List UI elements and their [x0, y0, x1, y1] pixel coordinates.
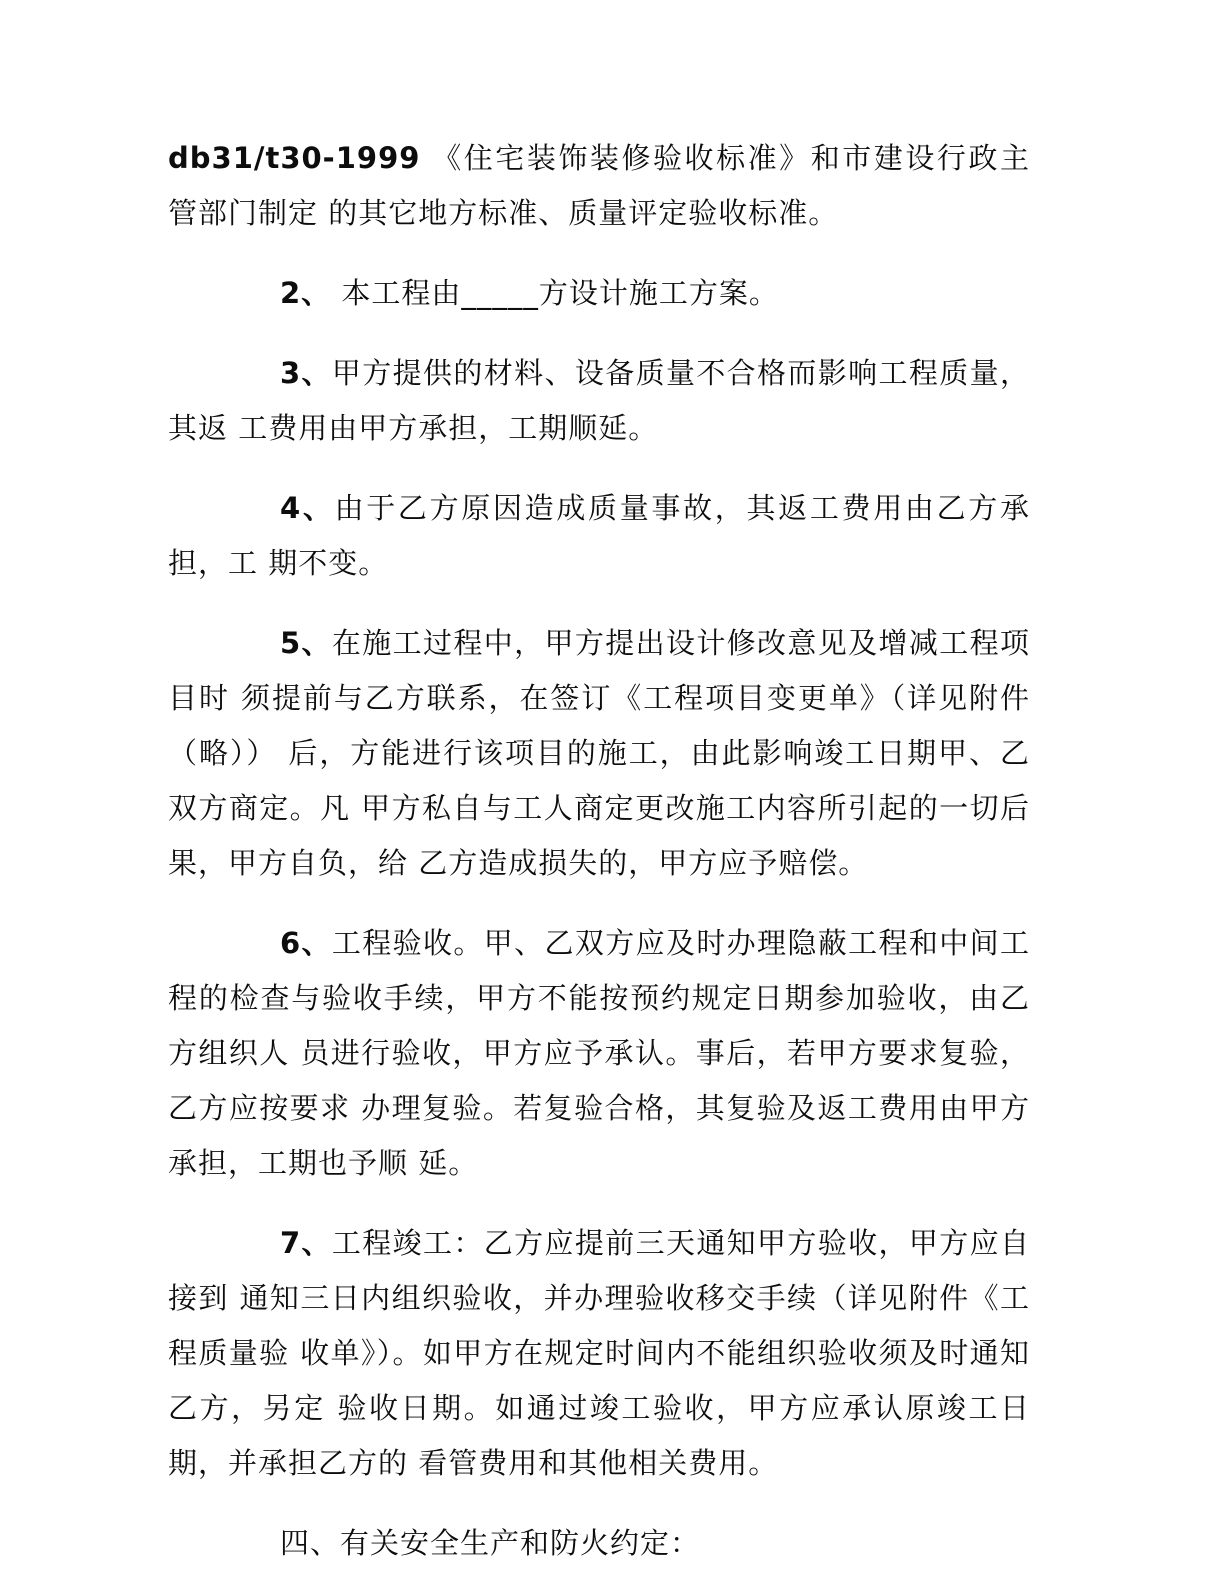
paragraph-clause-2 [168, 266, 1030, 321]
paragraph-clause-5 [168, 616, 1030, 891]
paragraph-lead: db31/t30-1999 [168, 141, 421, 175]
document-body [168, 131, 1030, 1571]
paragraph-lead: 7、 [280, 1226, 332, 1260]
paragraph-text: 工程验收。甲、乙双方应及时办理隐蔽工程和中间工程的检查与验收手续，甲方不能按预约规定日期参加验收，由乙方组织人 员进行验收，甲方应予承认。事后，若甲方要求复验，乙方应按要求 办理复验。若复验合格，其复验及返工费用由甲方承担，工期也予顺 延。 [168, 926, 1030, 1180]
paragraph-clause-3 [168, 346, 1030, 456]
paragraph-section-4-heading [168, 1516, 1030, 1571]
paragraph-clause-7 [168, 1216, 1030, 1491]
paragraph-lead: 6、 [280, 926, 332, 960]
paragraph-text: 工程竣工：乙方应提前三天通知甲方验收，甲方应自接到 通知三日内组织验收，并办理验收移交手续（详见附件《工程质量验 收单》）。如甲方在规定时间内不能组织验收须及时通知乙方，另定 验收日期。如通过竣工验收，甲方应承认原竣工日期，并承担乙方的 看管费用和其他相关费用。 [168, 1226, 1030, 1480]
paragraph-clause-6 [168, 916, 1030, 1191]
paragraph-clause-4 [168, 481, 1030, 591]
paragraph-text: 《住宅装饰装修验收标准》和市建设行政主管部门制定 的其它地方标准、质量评定验收标准。 [168, 141, 1030, 230]
paragraph-lead: 5、 [280, 626, 332, 660]
paragraph-text: 在施工过程中，甲方提出设计修改意见及增减工程项目时 须提前与乙方联系，在签订《工程项目变更单》（详见附件（略）） 后，方能进行该项目的施工，由此影响竣工日期甲、乙双方商定。凡 甲方私自与工人商定更改施工内容所引起的一切后果，甲方自负，给 乙方造成损失的，甲方应予赔偿。 [168, 626, 1030, 880]
paragraph-lead: 4、 [280, 491, 335, 525]
paragraph-standards [168, 131, 1030, 241]
paragraph-lead: 3、 [280, 356, 332, 390]
paragraph-lead: 四、 [280, 1526, 341, 1560]
paragraph-text: 有关安全生产和防火约定： [340, 1526, 701, 1560]
paragraph-lead: 2、 [280, 276, 332, 310]
paragraph-text: 本工程由_____方设计施工方案。 [331, 276, 779, 310]
paragraph-text: 由于乙方原因造成质量事故，其返工费用由乙方承担，工 期不变。 [168, 491, 1030, 580]
paragraph-text: 甲方提供的材料、设备质量不合格而影响工程质量，其返 工费用由甲方承担，工期顺延。 [168, 356, 1030, 445]
